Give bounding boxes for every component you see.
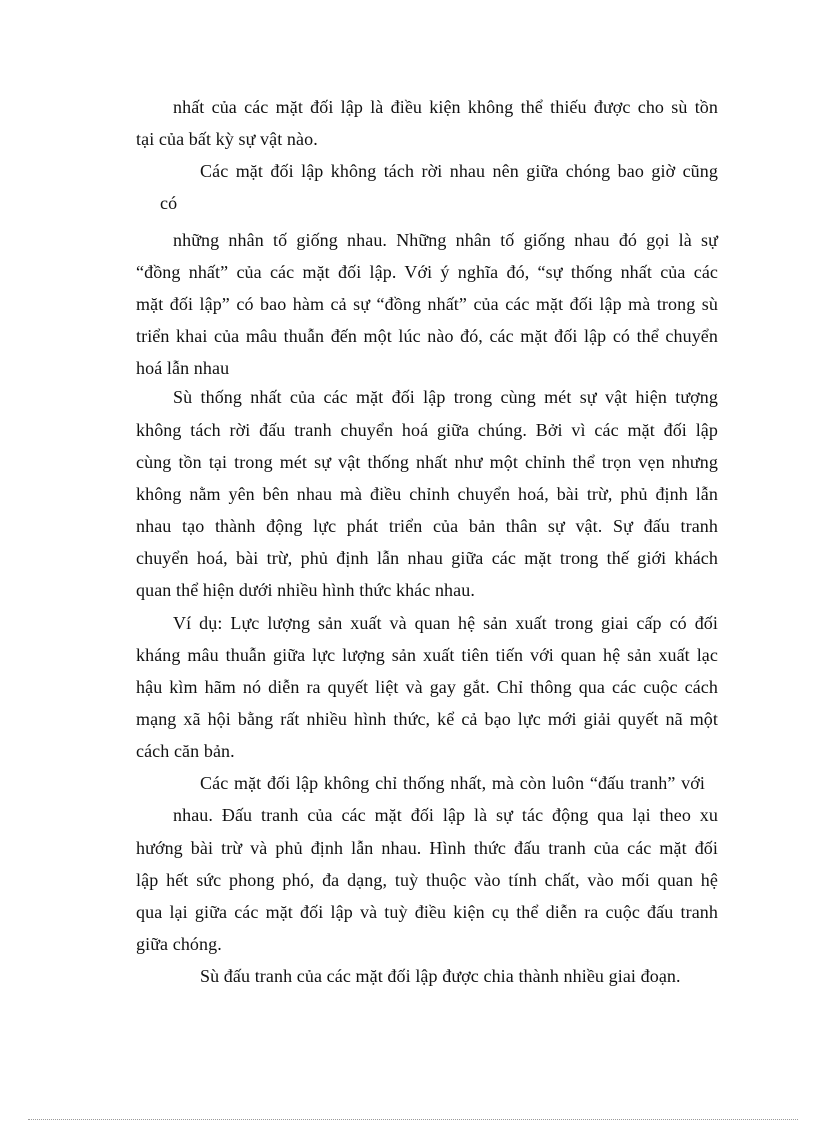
text-line: triển khai của mâu thuẫn đến một lúc nào đó, các mặt đối lập có thể chuyển bbox=[136, 326, 718, 346]
text-line: nhau. Đấu tranh của các mặt đối lập là sự tác động qua lại theo xu bbox=[173, 805, 718, 825]
text-line: Sù thống nhất của các mặt đối lập trong cùng mét sự vật hiện tượng bbox=[173, 387, 718, 407]
text-line: có bbox=[160, 193, 178, 213]
text-line: cách căn bản. bbox=[136, 741, 235, 761]
text-line: Sù đấu tranh của các mặt đối lập được chia thành nhiều giai đoạn. bbox=[200, 966, 681, 986]
text-line: nhau tạo thành động lực phát triển của bản thân sự vật. Sự đấu tranh bbox=[136, 516, 718, 536]
text-line: Ví dụ: Lực lượng sản xuất và quan hệ sản xuất trong giai cấp có đối bbox=[173, 613, 718, 633]
text-line: lập hết sức phong phó, đa dạng, tuỳ thuộc vào tính chất, vào mối quan hệ bbox=[136, 870, 718, 890]
text-line: Các mặt đối lập không chỉ thống nhất, mà còn luôn “đấu tranh” với bbox=[200, 773, 705, 793]
text-line: qua lại giữa các mặt đối lập và tuỳ điều kiện cụ thể diễn ra cuộc đấu tranh bbox=[136, 902, 718, 922]
text-line: hậu kìm hãm nó diễn ra quyết liệt và gay gắt. Chỉ thông qua các cuộc cách bbox=[136, 677, 718, 697]
text-line: nhất của các mặt đối lập là điều kiện không thể thiếu được cho sù tồn bbox=[173, 97, 718, 117]
text-line: những nhân tố giống nhau. Những nhân tố giống nhau đó gọi là sự bbox=[173, 230, 718, 250]
text-line: cùng tồn tại trong mét sự vật thống nhất như một chỉnh thể trọn vẹn nhưng bbox=[136, 452, 718, 472]
text-line: hướng bài trừ và phủ định lẫn nhau. Hình thức đấu tranh của các mặt đối bbox=[136, 838, 718, 858]
text-line: tại của bất kỳ sự vật nào. bbox=[136, 129, 318, 149]
text-line: không tách rời đấu tranh chuyển hoá giữa chúng. Bởi vì các mặt đối lập bbox=[136, 420, 718, 440]
text-line: quan thể hiện dưới nhiều hình thức khác nhau. bbox=[136, 580, 475, 600]
text-line: mặt đối lập” có bao hàm cả sự “đồng nhất” của các mặt đối lập mà trong sù bbox=[136, 294, 718, 314]
page-bottom-border bbox=[28, 1119, 798, 1120]
text-line: kháng mâu thuẫn giữa lực lượng sản xuất tiên tiến với quan hệ sản xuất lạc bbox=[136, 645, 718, 665]
text-line: hoá lẫn nhau bbox=[136, 358, 230, 378]
text-line: giữa chóng. bbox=[136, 934, 222, 954]
text-line: “đồng nhất” của các mặt đối lập. Với ý nghĩa đó, “sự thống nhất của các bbox=[136, 262, 718, 282]
text-line: chuyển hoá, bài trừ, phủ định lẫn nhau giữa các mặt trong thế giới khách bbox=[136, 548, 718, 568]
text-line: Các mặt đối lập không tách rời nhau nên giữa chóng bao giờ cũng bbox=[200, 161, 718, 181]
text-line: không nằm yên bên nhau mà điều chỉnh chuyển hoá, bài trừ, phủ định lẫn bbox=[136, 484, 718, 504]
text-line: mạng xã hội bằng rất nhiều hình thức, kể cả bạo lực mới giải quyết nã một bbox=[136, 709, 718, 729]
